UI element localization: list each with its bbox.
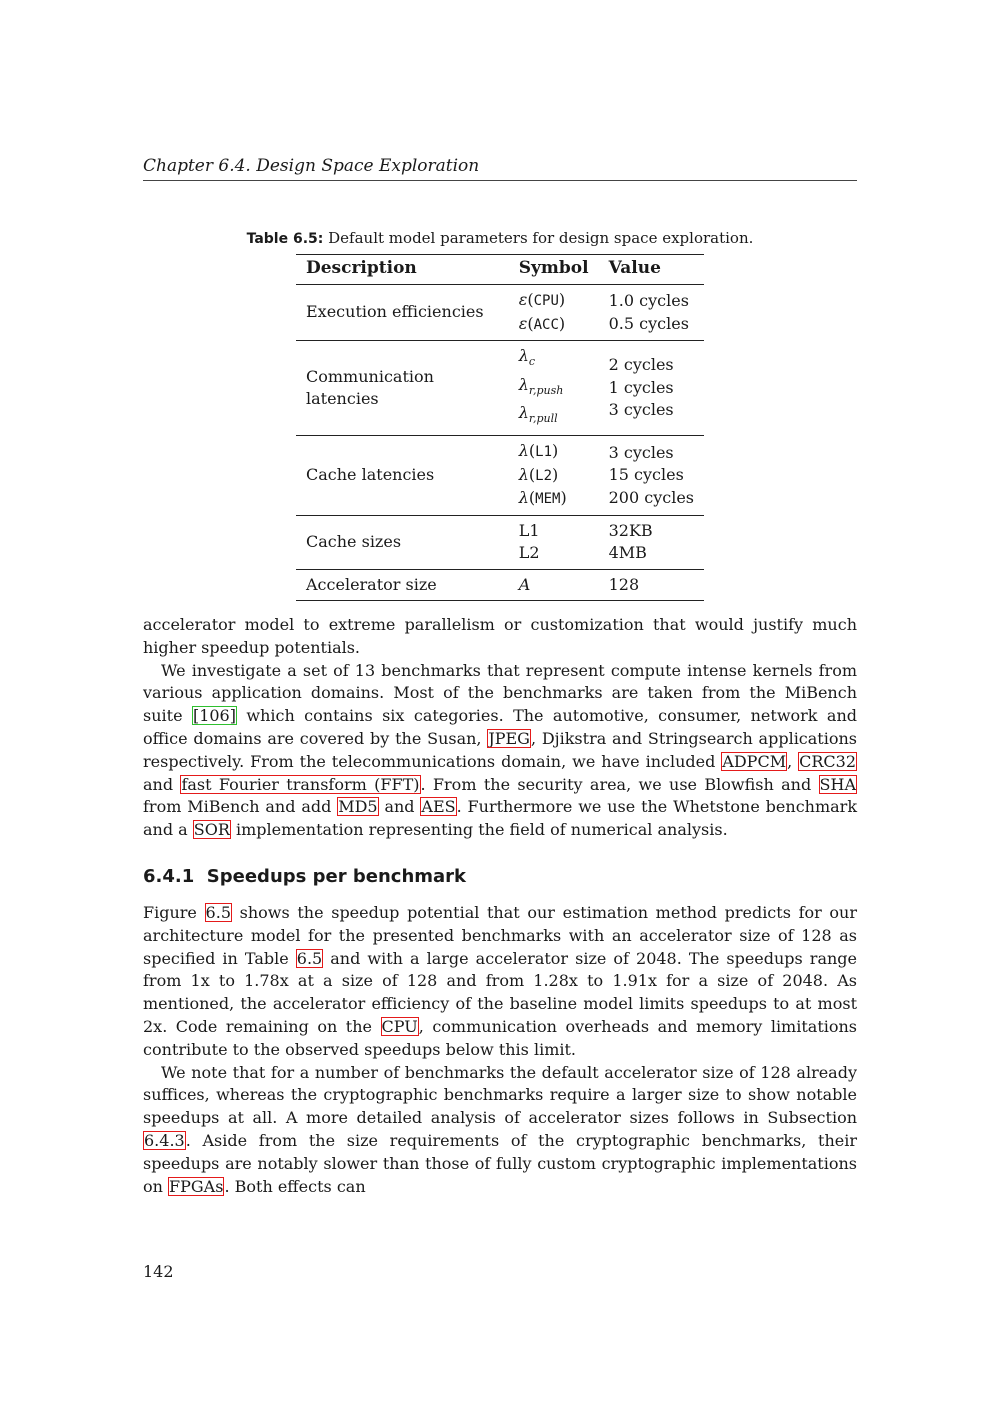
table-caption <box>143 229 857 247</box>
row-description: Cache sizes <box>296 515 509 569</box>
table-row <box>296 341 704 436</box>
value-cell: 32KB <box>608 520 653 540</box>
paragraph: accelerator model to extreme parallelism or customization that would justify much higher speedup potentials. <box>143 615 857 657</box>
symbol-cell: λ(L2) <box>518 464 559 484</box>
subsection-ref-link[interactable]: 6.4.3 <box>144 1130 185 1150</box>
symbol-cell: $\lambda_c$ <box>518 346 536 369</box>
row-symbols <box>509 436 599 516</box>
row-values <box>599 515 704 569</box>
row-values <box>599 436 704 516</box>
value-cell: 2 cycles <box>608 355 674 375</box>
acronym-link-fft[interactable]: fast Fourier transform (FFT) <box>181 774 420 794</box>
body-text-lower <box>143 902 857 1198</box>
row-symbols <box>509 285 599 341</box>
figure-ref-link[interactable]: 6.5 <box>205 903 231 922</box>
paragraph: We note that for a number of benchmarks the default accelerator size of 128 already suffices, whereas the cryptographic benchmarks require a larger size to show notable speedups at all. A more detailed analysis of accelerator sizes follows in Subsection 6.4.3. Aside from the size requirements of the cryptographic benchmarks, their speedups are notably slower than those of fully custom cryptographic implementations on FPGAs. Both effects can <box>143 1062 857 1196</box>
header-value: Value <box>599 255 704 285</box>
row-values <box>599 285 704 341</box>
symbol-cell: L1 <box>518 520 540 540</box>
section-heading <box>143 866 857 887</box>
acronym-link-jpeg[interactable]: JPEG <box>488 728 530 748</box>
table-ref-link[interactable]: 6.5 <box>296 948 323 968</box>
value-cell: 3 cycles <box>608 400 674 420</box>
body-text-upper <box>143 614 857 842</box>
row-description: Cache latencies <box>296 436 509 516</box>
row-description: Accelerator size <box>296 569 509 601</box>
value-cell: 200 cycles <box>608 487 694 507</box>
symbol-cell: A <box>509 569 599 601</box>
table-header-row <box>296 255 704 285</box>
symbol-cell: ε(CPU) <box>518 290 566 309</box>
symbol-cell: $\lambda_{r,push}$ <box>518 374 564 397</box>
table-row <box>296 285 704 341</box>
value-cell: 128 <box>599 569 704 601</box>
value-cell: 15 cycles <box>608 465 684 485</box>
row-symbols <box>509 341 599 436</box>
acronym-link-sha[interactable]: SHA <box>819 774 857 794</box>
value-cell: 1 cycles <box>608 377 674 397</box>
acronym-link-adpcm[interactable]: ADPCM <box>722 751 787 771</box>
table-caption-text: Default model parameters for design space exploration. <box>328 229 754 247</box>
acronym-link-crc32[interactable]: CRC32 <box>799 751 857 771</box>
paragraph: Figure 6.5 shows the speedup potential that our estimation method predicts for our architecture model for the presented benchmarks with an accelerator size of 128 as specified in Table 6.5 and with a large accelerator size of 2048. The speedups range from 1x to 1.78x at a size of 128 and from 1.28x to 1.91x for a size of 2048. As mentioned, the accelerator efficiency of the baseline model limits speedups to at most 2x. Code remaining on the CPU, communication overheads and memory limitations contribute to the observed speedups below this limit. <box>143 903 858 1059</box>
acronym-link-cpu[interactable]: CPU <box>381 1016 418 1036</box>
header-description: Description <box>296 255 509 285</box>
acronym-link-md5[interactable]: MD5 <box>338 797 378 817</box>
table-row <box>296 515 704 569</box>
value-cell: 4MB <box>608 543 647 563</box>
value-cell: 3 cycles <box>608 442 674 462</box>
citation-link[interactable]: [106] <box>192 706 236 726</box>
page-number: 142 <box>143 1262 174 1281</box>
row-values <box>599 341 704 436</box>
header-symbol: Symbol <box>509 255 599 285</box>
acronym-link-fpga[interactable]: FPGAs <box>169 1176 224 1196</box>
symbol-cell: λ(L1) <box>518 441 559 461</box>
table-caption-label: Table 6.5: <box>246 231 324 247</box>
row-symbols <box>509 515 599 569</box>
acronym-link-aes[interactable]: AES <box>421 797 456 817</box>
row-description: Execution efficiencies <box>296 285 509 341</box>
symbol-cell: ε(ACC) <box>518 313 566 333</box>
paragraph: We investigate a set of 13 benchmarks that represent compute intense kernels from various application domains. Most of the benchmarks are taken from the MiBench suite [106] which contains six categories. The automotive, consumer, network and office domains are covered by the Susan, JPEG, Djikstra and Stringsearch applications respectively. From the telecommunications domain, we have included ADPCM, CRC32 and fast Fourier transform (FFT). From the security area, we use Blowfish and SHA from MiBench and add MD5 and AES. Furthermore we use the Whetstone benchmark and a SOR implementation representing the field of numerical analysis. <box>143 660 858 840</box>
parameters-table <box>296 254 704 601</box>
section-title: Speedups per benchmark <box>206 866 467 887</box>
running-header: Chapter 6.4. Design Space Exploration <box>143 155 857 181</box>
table-row <box>296 569 704 601</box>
symbol-cell: $\lambda_{r,pull}$ <box>518 403 558 426</box>
symbol-cell: L2 <box>518 543 540 563</box>
acronym-link-sor[interactable]: SOR <box>193 820 230 840</box>
symbol-cell: λ(MEM) <box>518 488 567 508</box>
row-description: Communication latencies <box>296 341 509 436</box>
section-number: 6.4.1 <box>143 866 195 887</box>
value-cell: 0.5 cycles <box>608 313 689 333</box>
value-cell: 1.0 cycles <box>608 291 689 310</box>
table-row <box>296 436 704 516</box>
